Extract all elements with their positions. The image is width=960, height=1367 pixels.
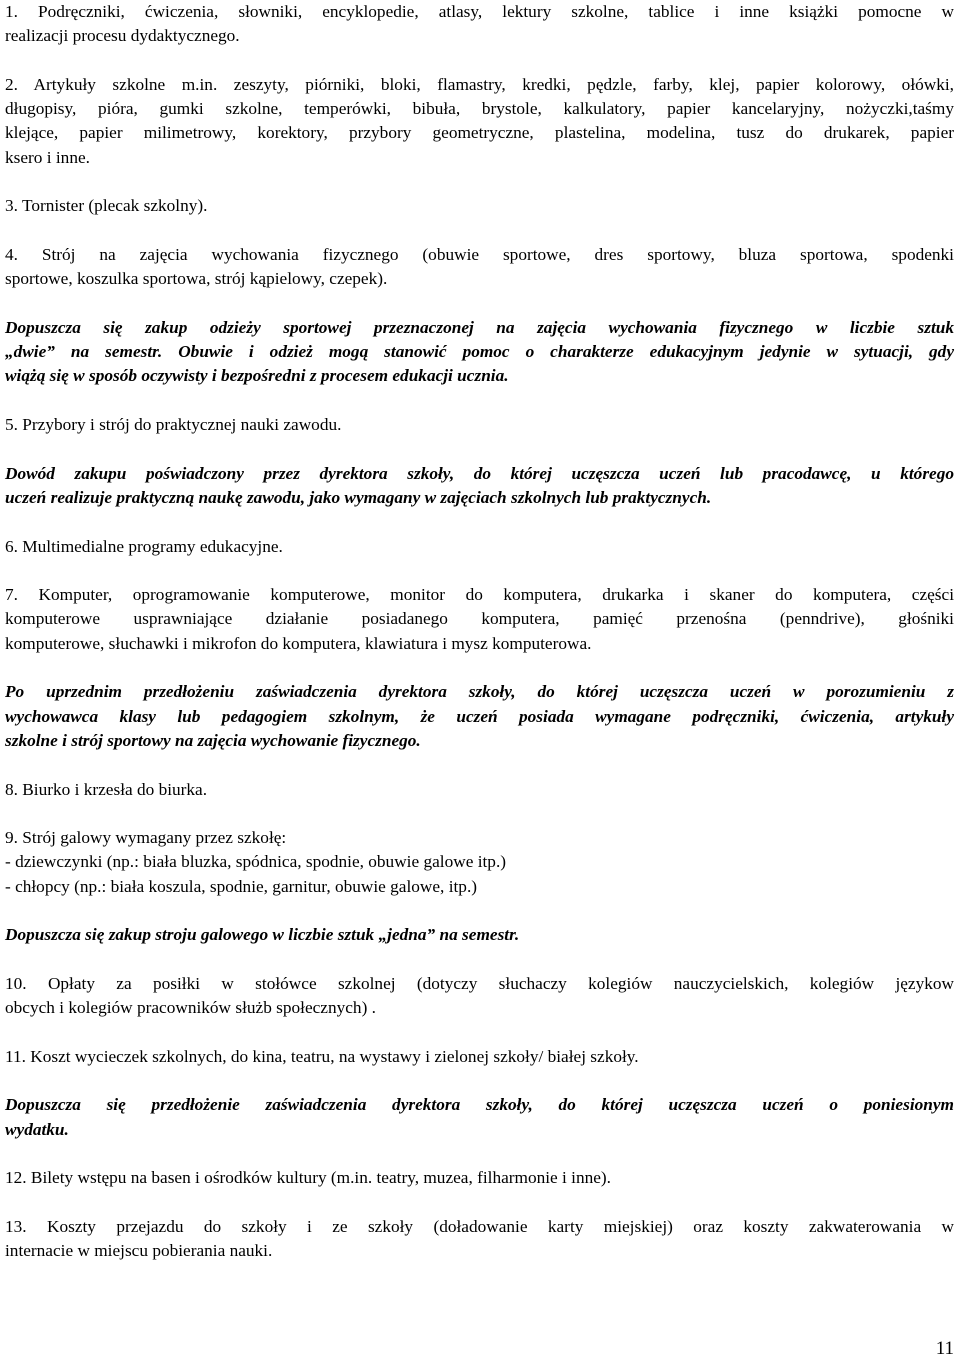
list-item-13 (5, 1215, 954, 1264)
text-line: komputerowe usprawniające działanie posiadanego komputera, pamięć przenośna (penndrive), głośniki (5, 609, 954, 629)
list-item-12 (5, 1166, 954, 1190)
text-line: ksero i inne. (5, 147, 90, 167)
text-line: szkolne i strój sportowy na zajęcia wychowanie fizycznego. (5, 730, 421, 750)
text-line: 8. Biurko i krzesła do biurka. (5, 779, 208, 799)
list-item-5 (5, 413, 954, 437)
text-line: 13. Koszty przejazdu do szkoły i ze szkoły (doładowanie karty miejskiej) oraz koszty zakwaterowania w (5, 1216, 954, 1236)
text-line: 12. Bilety wstępu na basen i ośrodków kultury (m.in. teatry, muzea, filharmonie i inne). (5, 1168, 611, 1188)
text-line: 4. Strój na zajęcia wychowania fizycznego (obuwie sportowe, dres sportowy, bluza sportowa, spodenki (5, 244, 954, 264)
list-item-2 (5, 73, 954, 170)
list-item-8 (5, 778, 954, 802)
text-line: długopisy, pióra, gumki szkolne, temperówki, bibuła, brystole, kalkulatory, papier kancelaryjny, nożyczki,taśmy (5, 99, 954, 119)
text-line: 10. Opłaty za posiłki w stołówce szkolnej (dotyczy słuchaczy kolegiów nauczycielskich, kolegiów językow (5, 973, 954, 993)
list-item-10 (5, 972, 954, 1021)
note-vocational-proof (5, 462, 954, 511)
document-body (5, 0, 954, 1263)
text-line: 1. Podręczniki, ćwiczenia, słowniki, encyklopedie, atlasy, lektury szkolne, tablice i inne książki pomocne w (5, 2, 954, 21)
text-line: 5. Przybory i strój do praktycznej nauki zawodu. (5, 415, 342, 435)
list-item-3 (5, 194, 954, 218)
text-line: Dopuszcza się przedłożenie zaświadczenia dyrektora szkoły, do której uczęszcza uczeń o poniesionym (5, 1095, 954, 1115)
text-line: - chłopcy (np.: biała koszula, spodnie, garnitur, obuwie galowe, itp.) (5, 876, 478, 896)
note-formal-wear (5, 923, 954, 947)
page-number: 11 (935, 1338, 954, 1359)
text-line: 7. Komputer, oprogramowanie komputerowe, monitor do komputera, drukarka i skaner do komputera, części (5, 585, 954, 605)
text-line: „dwie” na semestr. Obuwie i odzież mogą stanowić pomoc o charakterze edukacyjnym jedynie w sytuacji, gdy (5, 342, 954, 362)
note-sportswear (5, 316, 954, 389)
text-line: uczeń realizuje praktyczną naukę zawodu, jako wymagany w zajęciach szkolnych lub praktycznych. (5, 487, 712, 507)
list-item-1 (5, 0, 954, 49)
text-line: wychowawca klasy lub pedagogiem szkolnym, że uczeń posiada wymagane podręczniki, ćwiczenia, artykuły (5, 706, 954, 726)
list-item-11 (5, 1045, 954, 1069)
text-line: Po uprzednim przedłożeniu zaświadczenia dyrektora szkoły, do której uczęszcza uczeń w porozumieniu z (5, 682, 954, 702)
note-computer-certificate (5, 680, 954, 753)
text-line: 3. Tornister (plecak szkolny). (5, 196, 208, 216)
text-line: 9. Strój galowy wymagany przez szkołę: (5, 828, 287, 848)
text-line: - dziewczynki (np.: biała bluzka, spódnica, spodnie, obuwie galowe itp.) (5, 852, 507, 872)
list-item-9 (5, 826, 954, 899)
text-line: klejące, papier milimetrowy, korektory, przybory geometryczne, plastelina, modelina, tusz do drukarek, papier (5, 123, 954, 143)
list-item-4 (5, 243, 954, 292)
text-line: wydatku. (5, 1119, 69, 1139)
note-expense-certificate (5, 1093, 954, 1142)
text-line: Dopuszcza się zakup stroju galowego w liczbie sztuk „jedna” na semestr. (5, 925, 520, 945)
text-line: sportowe, koszulka sportowa, strój kąpielowy, czepek). (5, 269, 388, 289)
text-line: 2. Artykuły szkolne m.in. zeszyty, piórniki, bloki, flamastry, kredki, pędzle, farby, klej, papier kolorowy, ołówki, (5, 74, 954, 94)
text-line: 11. Koszt wycieczek szkolnych, do kina, teatru, na wystawy i zielonej szkoły/ białej szkoły. (5, 1046, 639, 1066)
text-line: Dopuszcza się zakup odzieży sportowej przeznaczonej na zajęcia wychowania fizycznego w liczbie sztuk (5, 317, 954, 337)
text-line: 6. Multimedialne programy edukacyjne. (5, 536, 283, 556)
text-line: internacie w miejscu pobierania nauki. (5, 1241, 273, 1261)
text-line: wiążą się w sposób oczywisty i bezpośredni z procesem edukacji ucznia. (5, 366, 509, 386)
list-item-7 (5, 583, 954, 656)
text-line: obcych i kolegiów pracowników służb społecznych) . (5, 998, 376, 1018)
list-item-6 (5, 535, 954, 559)
text-line: realizacji procesu dydaktycznego. (5, 26, 240, 46)
text-line: Dowód zakupu poświadczony przez dyrektora szkoły, do której uczęszcza uczeń lub pracodawcę, u którego (5, 463, 954, 483)
text-line: komputerowe, słuchawki i mikrofon do komputera, klawiatura i mysz komputerowa. (5, 633, 592, 653)
